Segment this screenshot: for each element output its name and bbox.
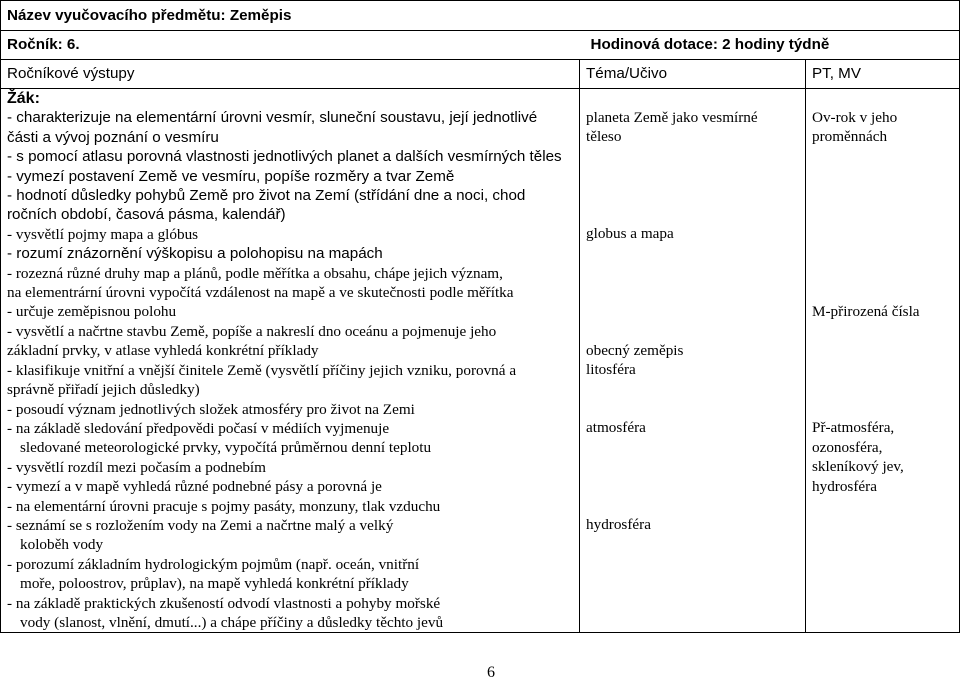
output-line: - určuje zeměpisnou polohu [7,303,177,321]
outputs-cell [1,89,580,633]
output-line: - posoudí význam jednotlivých složek atmosféry pro život na Zemi [7,400,415,418]
topic-globe: globus a mapa [586,225,674,243]
output-line: - vysvětlí pojmy mapa a glóbus [7,225,199,243]
pt-nature-2: ozonosféra, [812,438,883,456]
pt-nature-3: skleníkový jev, [812,458,904,476]
output-line: - rozezná různé druhy map a plánů, podle měřítka a obsahu, chápe jejich význam, [7,264,503,282]
output-line: - seznámí se s rozložením vody na Zemi a načrtne malý a velký [7,516,394,534]
pt-nature-4: hydrosféra [812,477,877,495]
output-line: na elementrární úrovni vypočítá vzdálenost na mapě a ve skutečnosti podle měřítka [7,284,514,302]
output-line: vody (slanost, vlnění, dmutí...) a chápe příčiny a důsledky těchto jevů [20,613,444,631]
col-header-pt: PT, MV [806,60,960,89]
output-line: koloběh vody [20,536,104,554]
col-header-topics: Téma/Učivo [580,60,806,89]
output-line: - na základě sledování předpovědi počasí v médiích vyjmenuje [7,419,390,437]
grade-label: Ročník: 6. [7,36,80,54]
pt-cell [806,89,960,633]
output-line: - vymezí a v mapě vyhledá různé podnebné pásy a porovná je [7,478,382,496]
output-line: - charakterizuje na elementární úrovni vesmír, sluneční soustavu, její jednotlivé [7,109,538,127]
page-number: 6 [487,664,495,681]
output-line: - na základě praktických zkušeností odvodí vlastnosti a pohyby mořské [7,594,441,612]
output-line: - vysvětlí a načrtne stavbu Země, popíše a nakreslí dno oceánu a pojmenuje jeho [7,322,497,340]
output-line: - rozumí znázornění výškopisu a polohopisu na mapách [7,245,383,263]
topic-general: obecný zeměpis [586,341,684,359]
output-line: sledované meteorologické prvky, vypočítá průměrnou denní teplotu [20,439,432,457]
topic-planet: planeta Země jako vesmírné [586,109,758,126]
subject-title: Název vyučovacího předmětu: Zeměpis [1,1,960,31]
topics-cell [580,89,806,633]
output-line: - na elementární úrovni pracuje s pojmy pasáty, monzuny, tlak vzduchu [7,497,441,515]
output-line: - hodnotí důsledky pohybů Země pro život na Zemí (střídání dne a noci, chod [7,187,526,205]
output-line: - vysvětlí rozdíl mezi počasím a podnebím [7,458,266,476]
output-line: správně přiřadí jejich důsledky) [7,381,200,399]
pt-math: M-přirozená čísla [812,302,920,320]
output-line: - vymezí postavení Země ve vesmíru, popíše rozměry a tvar Země [7,167,455,185]
output-line: moře, poloostrov, průplav), na mapě vyhledá konkrétní příklady [20,575,409,593]
output-line: - s pomocí atlasu porovná vlastnosti jednotlivých planet a dalších vesmírných těles [7,148,562,166]
output-line: části a vývoj poznání o vesmíru [7,128,219,146]
output-line: ročních období, časová pásma, kalendář) [7,206,286,224]
output-line: - porozumí základním hydrologickým pojmům (např. oceán, vnitřní [7,555,420,573]
topic-hydrosphere: hydrosféra [586,516,651,534]
grade-hours-row [1,31,960,60]
pt-ov-cont: proměnnách [812,128,888,146]
output-line: - klasifikuje vnitřní a vnější činitele Země (vysvětlí příčiny jejich vzniku, porovná a [7,361,517,379]
topic-planet-cont: těleso [586,128,622,146]
student-label: Žák: [7,90,40,107]
topic-lithosphere: litosféra [586,361,636,379]
pt-nature: Př-atmosféra, [812,419,895,437]
pt-ov: Ov-rok v jeho [812,109,898,126]
hours-label: Hodinová dotace: 2 hodiny týdně [590,36,830,54]
col-header-outputs: Ročníkové výstupy [1,60,580,89]
output-line: základní prvky, v atlase vyhledá konkrétní příklady [7,342,319,360]
topic-atmosphere: atmosféra [586,419,646,437]
